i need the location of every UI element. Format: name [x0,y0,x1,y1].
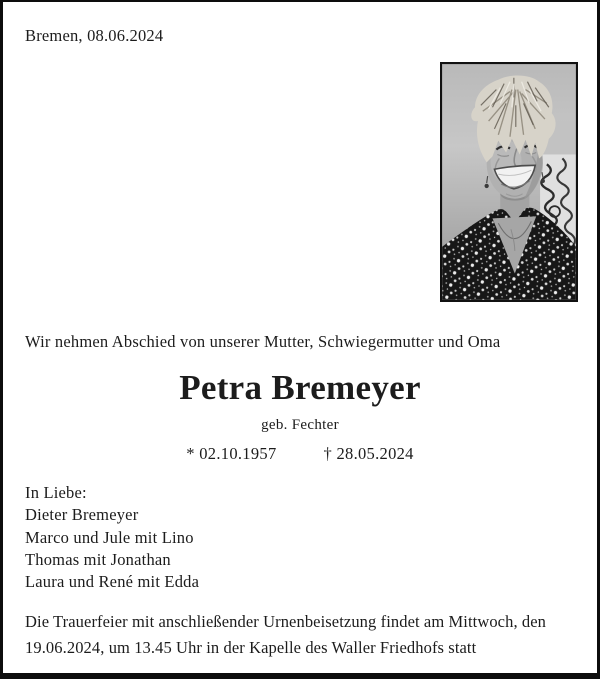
deceased-name: Petra Bremeyer [179,368,421,407]
mourners-salutation: In Liebe: [25,483,87,502]
maiden-name: geb. Fechter [261,417,339,433]
obituary-page [3,2,597,673]
portrait-illustration [442,64,576,300]
mourner-name: Thomas mit Jonathan [25,549,171,569]
mourners-list [25,482,199,593]
mourner-name: Laura und René mit Edda [25,572,200,592]
life-dates [3,444,597,464]
portrait-photo [440,62,578,302]
mourner-name: Marco und Jule mit Lino [25,527,194,547]
death-date: † 28.05.2024 [323,444,414,463]
farewell-line: Wir nehmen Abschied von unserer Mutter, Schwiegermutter und Oma [25,332,501,351]
birth-date: * 02.10.1957 [186,444,277,463]
mourner-name: Dieter Bremeyer [25,505,139,525]
location-date: Bremen, 08.06.2024 [25,26,164,45]
funeral-info: Die Trauerfeier mit anschließender Urnenbeisetzung findet am Mittwoch, den 19.06.2024, um 13.45 Uhr in der Kapelle des Waller Friedhofs statt [25,612,547,657]
